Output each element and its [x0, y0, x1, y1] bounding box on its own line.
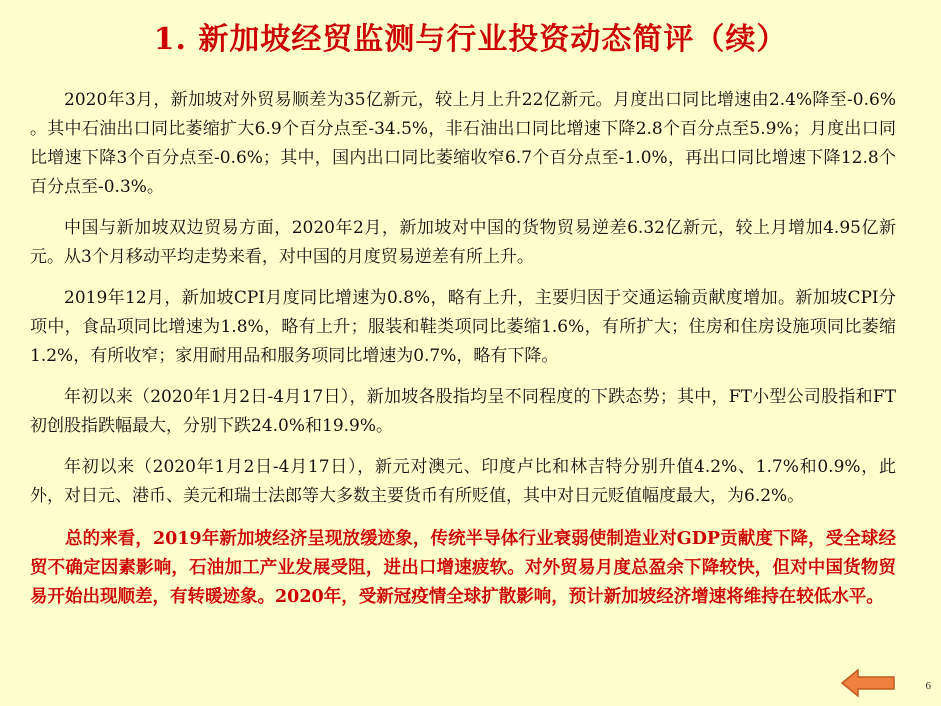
page-title: 1. 新加坡经贸监测与行业投资动态简评（续） [153, 22, 788, 57]
summary-paragraph: 总的来看，2019年新加坡经济呈现放缓迹象，传统半导体行业衰弱使制造业对GDP贡献度下降，受全球经贸不确定因素影响，石油加工产业发展受阻，进出口增速疲软。对外贸易月度总盈余下降较快，但对中国货物贸易开始出现顺差，有转暖迹象。2020年，受新冠疫情全球扩散影响，预计新加坡经济增速将维持在较低水平。 [30, 529, 896, 607]
paragraph-stock-index: 年初以来（2020年1月2日-4月17日），新加坡各股指均呈不同程度的下跌态势；其中，FT小型公司股指和FT初创股指跌幅最大，分别下跌24.0%和19.9%。 [30, 387, 896, 436]
paragraph-china-trade: 中国与新加坡双边贸易方面，2020年2月，新加坡对中国的货物贸易逆差6.32亿新元，较上月增加4.95亿新元。从3个月移动平均走势来看，对中国的月度贸易逆差有所上升。 [30, 218, 896, 267]
paragraph-exchange-rate: 年初以来（2020年1月2日-4月17日），新元对澳元、印度卢比和林吉特分别升值4.2%、1.7%和0.9%，此外，对日元、港币、美元和瑞士法郎等大多数主要货币有所贬值，其中对日元贬值幅度最大，为6.2%。 [30, 457, 896, 506]
paragraph-cpi: 2019年12月，新加坡CPI月度同比增速为0.8%，略有上升，主要归因于交通运输贡献度增加。新加坡CPI分项中，食品项同比增速为1.8%，略有上升；服装和鞋类项同比萎缩1.6%，有所扩大；住房和住房设施项同比萎缩1.2%，有所收窄；家用耐用品和服务项同比增速为0.7%，略有下降。 [30, 288, 896, 366]
back-button[interactable] [840, 668, 896, 698]
paragraph-trade-balance: 2020年3月，新加坡对外贸易顺差为35亿新元，较上月上升22亿新元。月度出口同比增速由2.4%降至-0.6% 。其中石油出口同比萎缩扩大6.9个百分点至-34.5%，非石油出口同比增速下降2.8个百分点至5.9%；月度出口同比增速下降3个百分点至-0.6%；其中，国内出口同比萎缩收窄6.7个百分点至-1.0%，再出口同比增速下降12.8个百分点至-0.3%。 [30, 90, 896, 197]
content-body [30, 86, 896, 624]
left-arrow-icon [840, 668, 896, 698]
page-number: 6 [925, 680, 931, 692]
